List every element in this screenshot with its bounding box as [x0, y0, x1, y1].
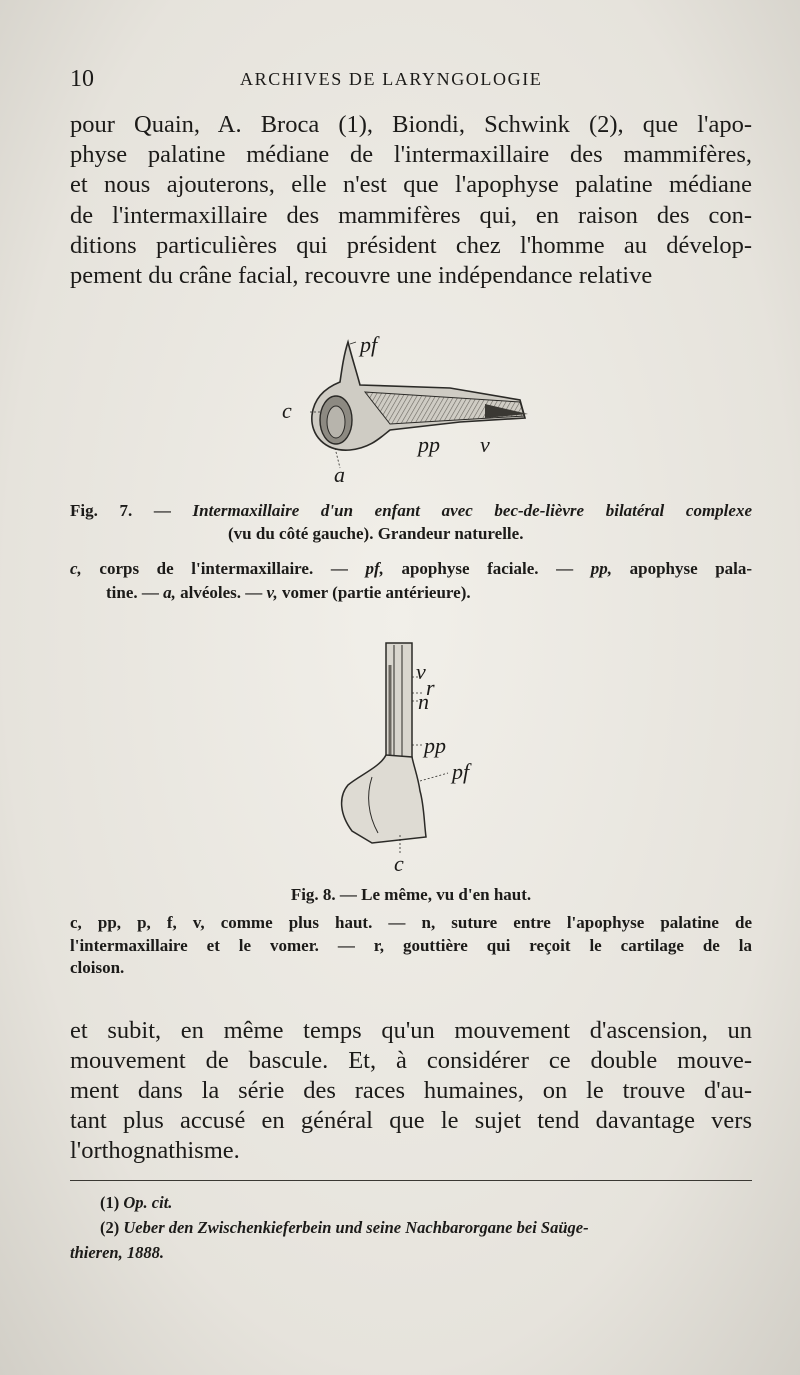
- footnotes: [70, 1190, 752, 1265]
- fig8-label-r: r: [426, 675, 435, 700]
- footnote-2: (2) Ueber den Zwischenkieferbein und seine Nachbarorgane bei Saüge-: [100, 1218, 589, 1237]
- page-number: 10: [70, 66, 94, 92]
- intermaxillary-body-shape: [342, 755, 426, 843]
- fig7-label-a: a: [334, 462, 345, 487]
- paragraph-top: [70, 110, 752, 291]
- legend-line: c, pp, p, f, v, comme plus haut. — n, suture entre l'apophyse palatine de: [70, 913, 752, 932]
- figure-7-caption-title: Fig. 7. — Intermaxillaire d'un enfant avec bec-de-lièvre bilatéral complexe: [70, 501, 752, 520]
- figure-7-legend-cont: tine. — a, alvéoles. — v, vomer (partie antérieure).: [106, 583, 471, 602]
- text-line: physe palatine médiane de l'intermaxillaire des mammifères,: [70, 141, 752, 169]
- fig7-label-c: c: [282, 398, 292, 423]
- legend-line: l'intermaxillaire et le vomer. — r, gouttière qui reçoit le cartilage de la: [70, 935, 752, 955]
- footnote-rule: [70, 1180, 752, 1181]
- fig7-label-pf: pf: [360, 332, 378, 357]
- fig8-label-pp: pp: [424, 733, 446, 758]
- text-line: de l'intermaxillaire des mammifères qui, en raison des con-: [70, 201, 752, 229]
- figure-8-caption-title: Fig. 8. — Le même, vu d'en haut.: [290, 885, 532, 904]
- text-line: ment dans la série des races humaines, on le trouve d'au-: [70, 1077, 752, 1104]
- figure-8-illustration: [320, 635, 500, 875]
- text-line: l'orthognathisme.: [70, 1137, 240, 1164]
- fig7-label-pp: pp: [418, 432, 440, 457]
- text-line: et nous ajouterons, elle n'est que l'apophyse palatine médiane: [70, 171, 752, 199]
- fig8-label-v: v: [416, 659, 426, 684]
- figure-8-legend: [70, 912, 752, 980]
- figure-7-legend: c, corps de l'intermaxillaire. — pf, apophyse faciale. — pp, apophyse pala-: [70, 559, 753, 578]
- figure-7-caption-title-tail: (vu du côté gauche). Grandeur naturelle.: [228, 524, 524, 543]
- fig7-label-v: v: [480, 432, 490, 457]
- footnote-2-cont: thieren, 1888.: [70, 1243, 164, 1262]
- text-line: ditions particulières qui président chez l'homme au dévelop-: [70, 231, 752, 259]
- fig8-label-c: c: [394, 851, 404, 875]
- footnote-1: (1) Op. cit.: [100, 1193, 173, 1212]
- fig8-label-pf: pf: [452, 759, 470, 784]
- text-line: pement du crâne facial, recouvre une indépendance relative: [70, 262, 653, 290]
- text-line: tant plus accusé en général que le sujet tend davantage vers: [70, 1107, 752, 1134]
- running-title: ARCHIVES DE LARYNGOLOGIE: [240, 69, 543, 89]
- text-line: et subit, en même temps qu'un mouvement d'ascension, un: [70, 1017, 752, 1044]
- fig8-label-n: n: [418, 689, 429, 714]
- text-line: pour Quain, A. Broca (1), Biondi, Schwink (2), que l'apo-: [70, 111, 752, 138]
- legend-line: cloison.: [70, 958, 125, 977]
- paragraph-bottom: [70, 1016, 752, 1166]
- text-line: mouvement de bascule. Et, à considérer ce double mouve-: [70, 1047, 752, 1074]
- figure-7-illustration: [270, 330, 550, 490]
